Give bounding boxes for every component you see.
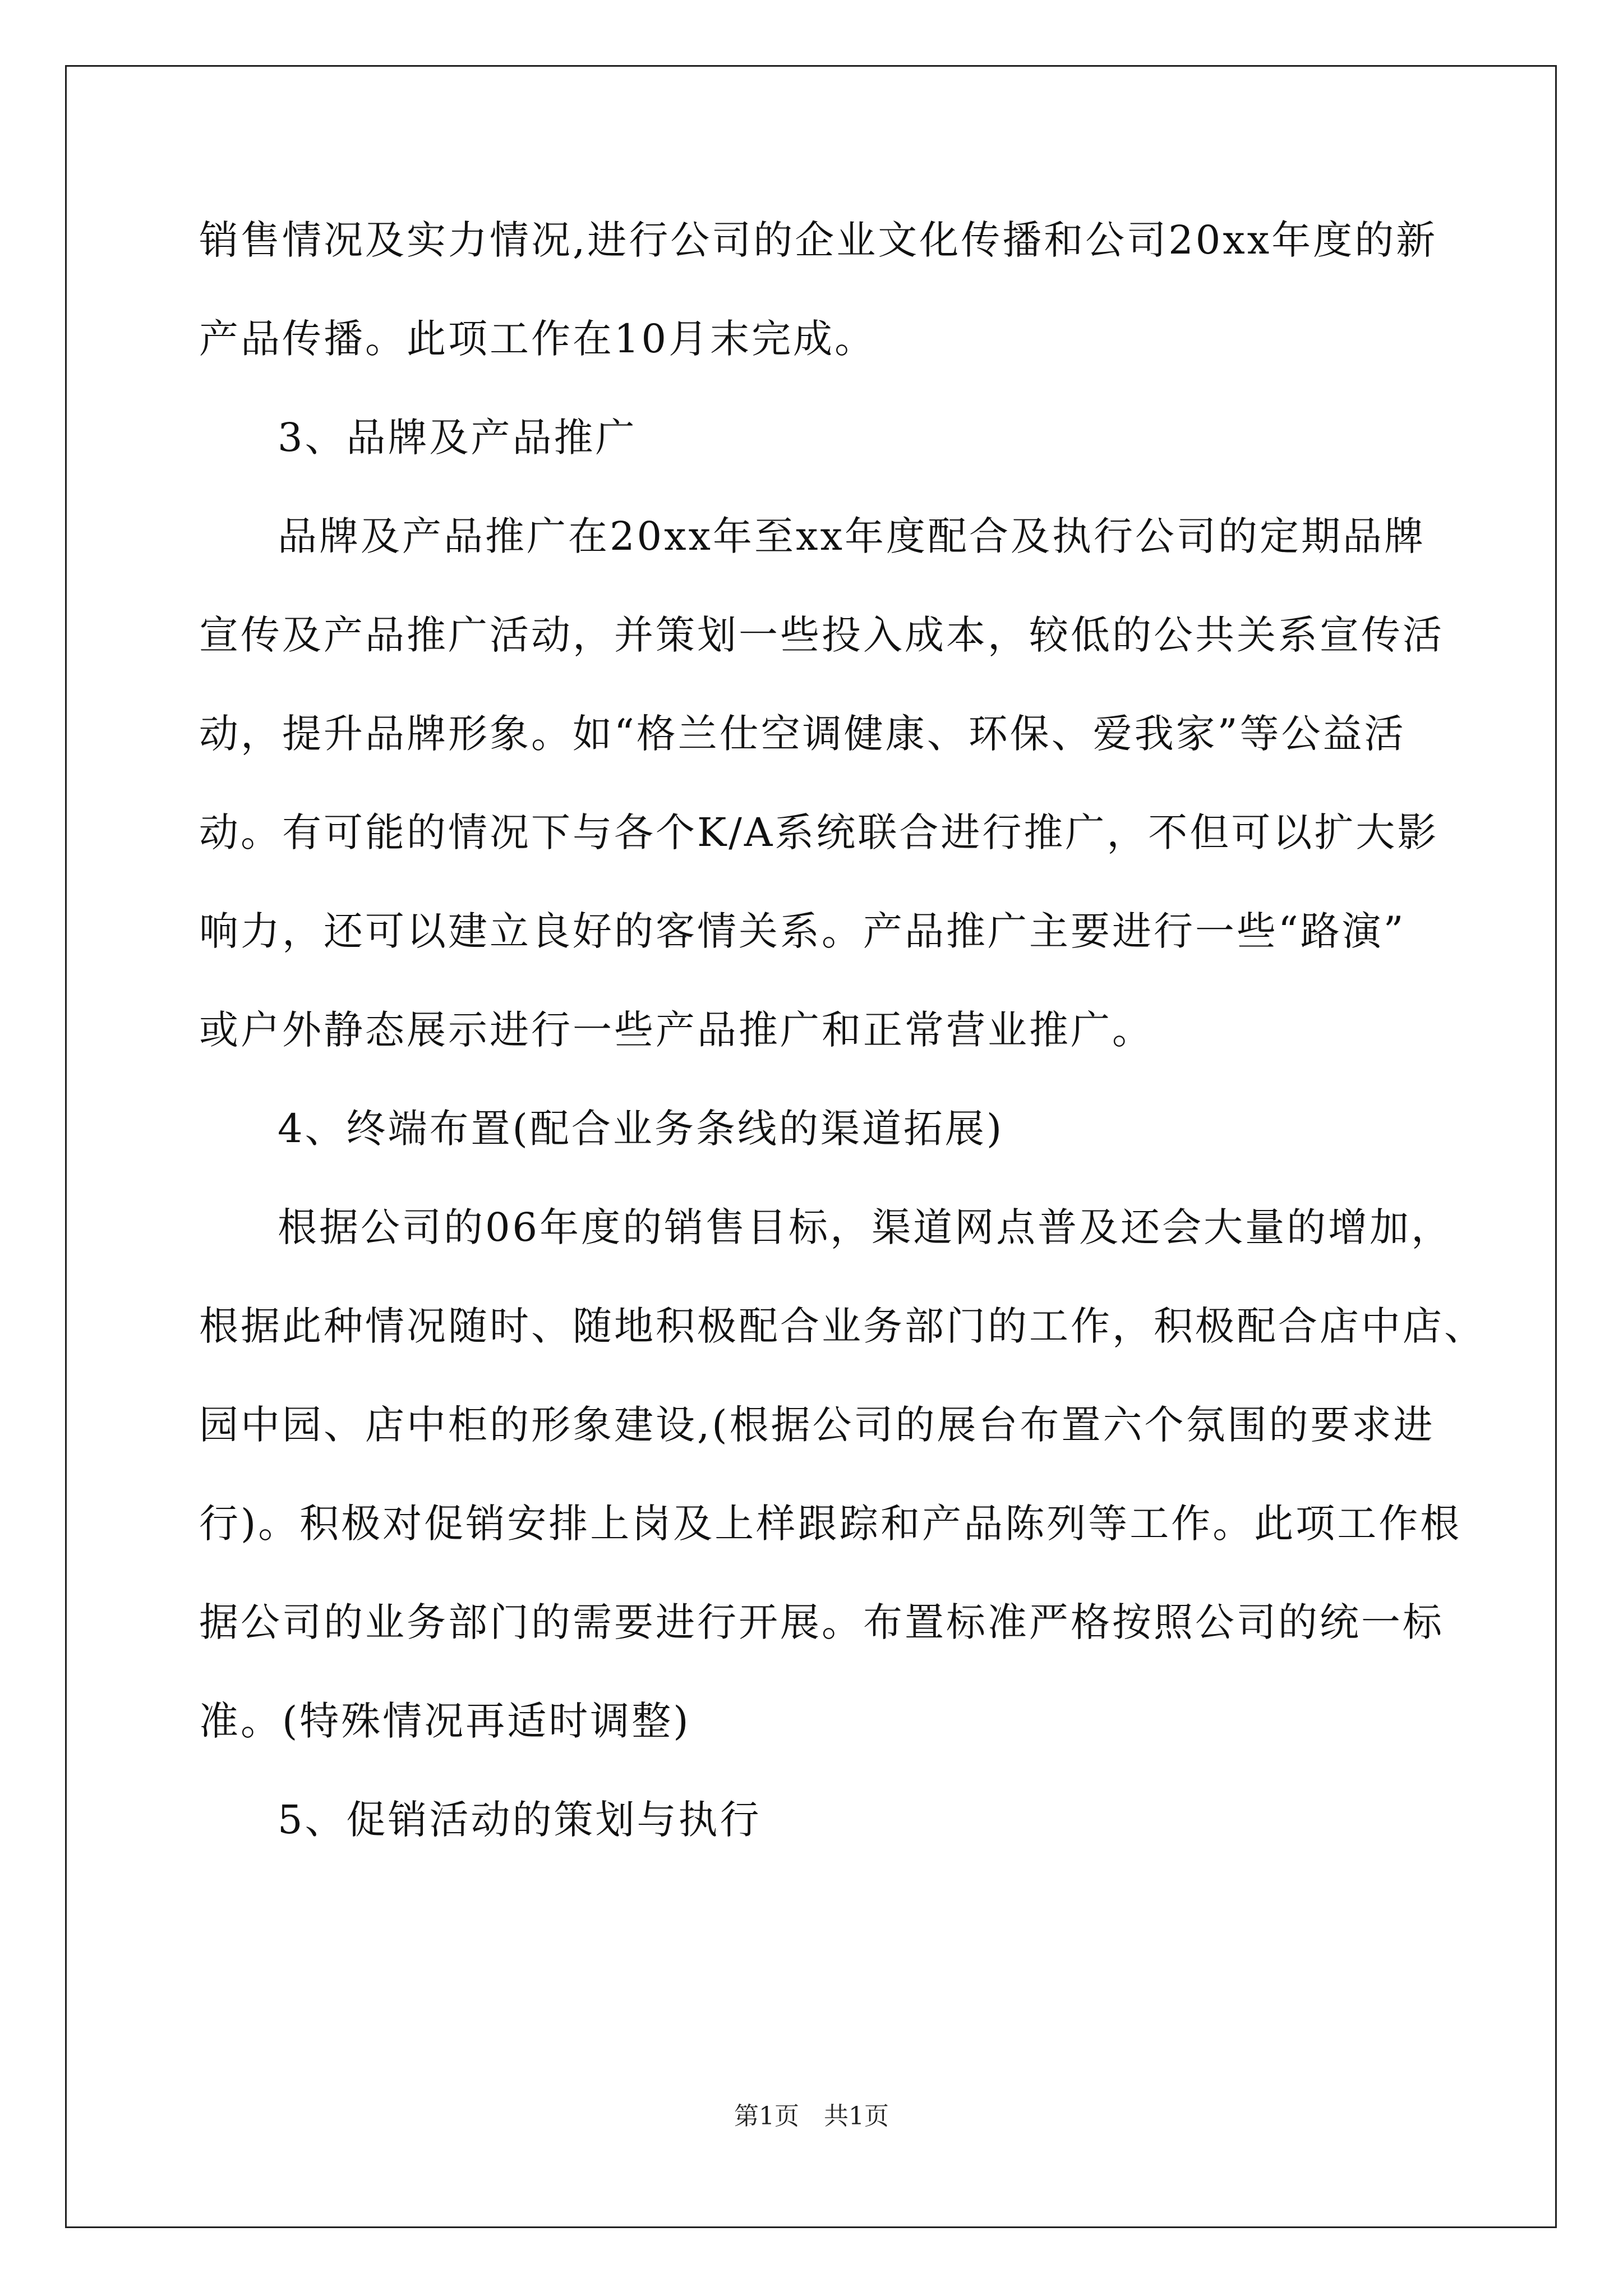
section-heading: 4、终端布置(配合业务条线的渠道拓展) xyxy=(278,1106,1004,1152)
section-heading: 3、品牌及产品推广 xyxy=(278,415,637,461)
page-footer: 第1页 共1页 xyxy=(734,2102,889,2131)
paragraph-line: 动，提升品牌形象。如“格兰仕空调健康、环保、爱我家”等公益活 xyxy=(199,711,1406,757)
paragraph-line: 响力，还可以建立良好的客情关系。产品推广主要进行一些“路演” xyxy=(199,908,1406,954)
document-body xyxy=(199,215,1486,1893)
paragraph-line: 动。有可能的情况下与各个K/A系统联合进行推广，不但可以扩大影 xyxy=(199,809,1439,855)
section-heading: 5、促销活动的策划与执行 xyxy=(278,1797,762,1843)
paragraph-line: 销售情况及实力情况,进行公司的企业文化传播和公司20xx年度的新 xyxy=(199,217,1438,263)
paragraph-line: 据公司的业务部门的需要进行开展。布置标准严格按照公司的统一标 xyxy=(199,1599,1444,1645)
paragraph-line: 准。(特殊情况再适时调整) xyxy=(199,1698,691,1744)
paragraph-line: 根据公司的06年度的销售目标，渠道网点普及还会大量的增加， xyxy=(278,1204,1453,1250)
paragraph-line: 产品传播。此项工作在10月末完成。 xyxy=(199,316,877,362)
paragraph-line: 宣传及产品推广活动，并策划一些投入成本，较低的公共关系宣传活 xyxy=(199,612,1444,658)
paragraph-line: 行)。积极对促销安排上岗及上样跟踪和产品陈列等工作。此项工作根 xyxy=(199,1501,1462,1547)
paragraph-line: 或户外静态展示进行一些产品推广和正常营业推广。 xyxy=(199,1007,1154,1053)
paragraph-line: 品牌及产品推广在20xx年至xx年度配合及执行公司的定期品牌 xyxy=(278,513,1426,559)
paragraph-line: 根据此种情况随时、随地积极配合业务部门的工作，积极配合店中店、 xyxy=(199,1303,1486,1349)
paragraph-line: 园中园、店中柜的形象建设,(根据公司的展台布置六个氛围的要求进 xyxy=(199,1402,1435,1448)
